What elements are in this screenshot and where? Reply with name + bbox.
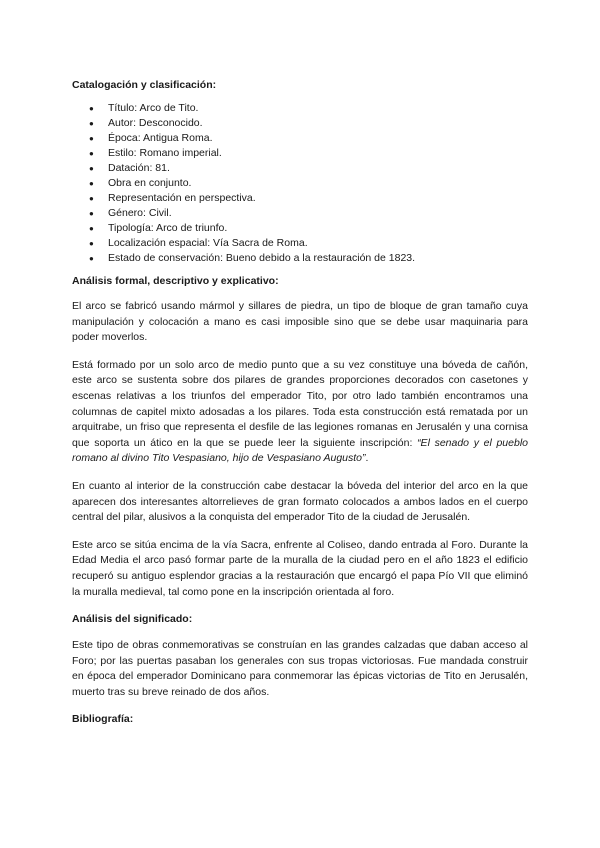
list-item-text: Estilo: Romano imperial. <box>108 147 222 159</box>
significado-paragraph: Este tipo de obras conmemorativas se construían en las grandes calzadas que daban acceso al Foro; por las puertas pasaban los generales con sus tropas victoriosas. Fue mandada construir en época del emperador Dominicano para conmemorar las épicas victorias de Tito en Jerusalén, muerto tras su breve reinado de dos años. <box>72 639 528 698</box>
formal-paragraph-2 <box>72 358 528 467</box>
catalog-list <box>72 101 528 266</box>
list-item <box>72 101 528 116</box>
bullet-icon: ● <box>89 104 94 113</box>
list-item-text: Época: Antigua Roma. <box>108 132 213 144</box>
bullet-icon: ● <box>89 239 94 248</box>
catalog-heading: Catalogación y clasificación: <box>72 79 217 91</box>
list-item-text: Estado de conservación: Bueno debido a la restauración de 1823. <box>108 252 416 264</box>
bibliografia-heading: Bibliografía: <box>72 713 134 726</box>
list-item <box>72 176 528 191</box>
list-item <box>72 206 528 221</box>
list-item <box>72 116 528 131</box>
list-item <box>72 221 528 236</box>
bullet-icon: ● <box>89 224 94 233</box>
formal-paragraph-3: En cuanto al interior de la construcción cabe destacar la bóveda del interior del arco en la que aparecen dos interesantes altorrelieves de gran formato colocados a ambos lados en el cuerpo central del pilar, alusivos a la conquista del emperador Tito de la ciudad de Jerusalén. <box>72 479 528 524</box>
list-item <box>72 236 528 251</box>
bullet-icon: ● <box>89 194 94 203</box>
bullet-icon: ● <box>89 164 94 173</box>
bullet-icon: ● <box>89 209 94 218</box>
bullet-icon: ● <box>89 149 94 158</box>
bullet-icon: ● <box>89 254 94 263</box>
bullet-icon: ● <box>89 179 94 188</box>
list-item <box>72 251 528 266</box>
list-item-text: Autor: Desconocido. <box>108 117 203 129</box>
formal-paragraph-4: Este arco se sitúa encima de la vía Sacra, enfrente al Coliseo, dando entrada al Foro. Durante la Edad Media el arco pasó formar parte de la muralla de la ciudad pero en el año 1823 el edificio recuperó su antiguo esplendor gracias a la restauración que encargó el papa Pío VII que eliminó la muralla medieval, tal como pone en la inscripción orientada al foro. <box>72 538 528 598</box>
list-item-text: Género: Civil. <box>108 207 172 219</box>
list-item <box>72 191 528 206</box>
inscription-quote: “El senado y el pueblo romano al divino Tito Vespasiano, hijo de Vespasiano Augusto” <box>72 436 528 465</box>
list-item <box>72 161 528 176</box>
list-item-text: Localización espacial: Vía Sacra de Roma. <box>108 237 308 249</box>
bullet-icon: ● <box>89 119 94 128</box>
list-item <box>72 131 528 146</box>
list-item-text: Datación: 81. <box>108 162 170 174</box>
formal-paragraph-2-text: Está formado por un solo arco de medio punto que a su vez constituye una bóveda de cañón, este arco se sustenta sobre dos pilares de grandes proporciones decorados con casetones y escenas relativas a los triunfos del emperador Tito, por otro lado también encontramos una columnas de capitel mixto adosadas a los pilares. Toda esta construcción está rematada por un arquitrabe, un friso que representa el desfile de las legiones romanas en Jerusalén y una cornisa que soporta un ático en la que se puede leer la siguiente inscripción: <box>72 358 528 449</box>
list-item-text: Título: Arco de Tito. <box>108 102 199 114</box>
significado-heading: Análisis del significado: <box>72 613 193 626</box>
bullet-icon: ● <box>89 134 94 143</box>
list-item-text: Representación en perspectiva. <box>108 192 256 204</box>
list-item-text: Tipología: Arco de triunfo. <box>108 222 228 234</box>
formal-paragraph-1: El arco se fabricó usando mármol y sillares de piedra, un tipo de bloque de gran tamaño cuya manipulación y colocación a mano es casi imposible sino que se debe usar maquinaria para poder moverlos. <box>72 300 528 344</box>
document-page <box>72 78 528 735</box>
formal-paragraph-2-end: . <box>365 452 369 465</box>
formal-analysis-heading: Análisis formal, descriptivo y explicativo: <box>72 275 279 287</box>
list-item-text: Obra en conjunto. <box>108 177 192 189</box>
list-item <box>72 146 528 161</box>
